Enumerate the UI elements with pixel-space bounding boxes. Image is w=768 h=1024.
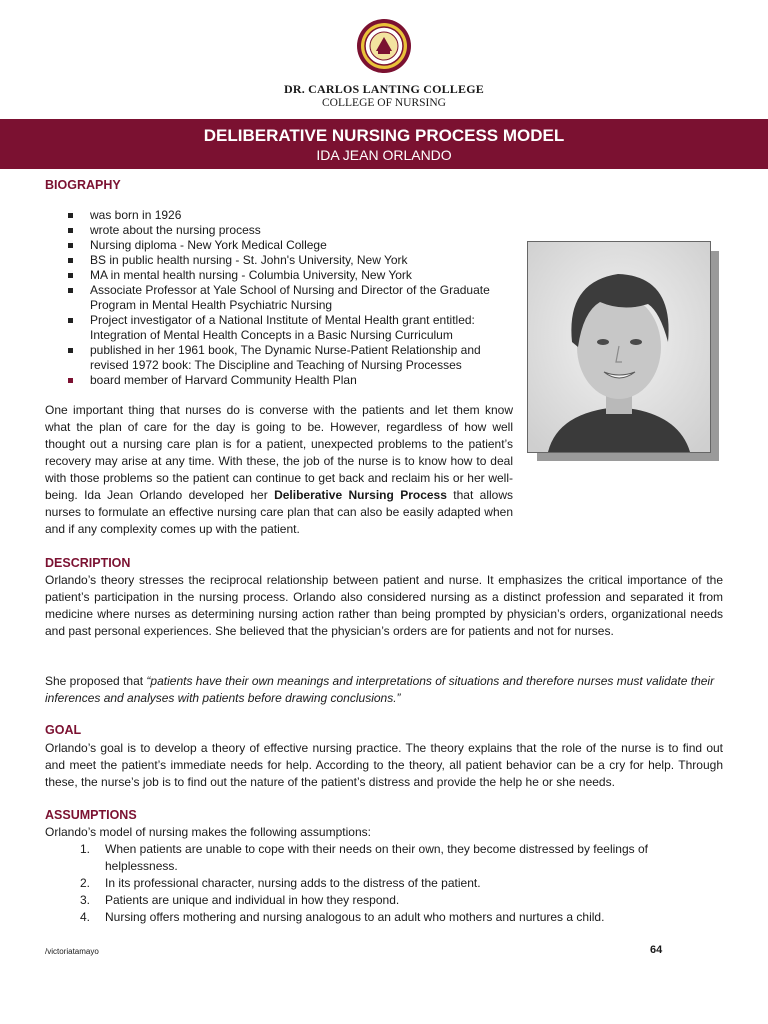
page-number: 64 (650, 944, 663, 956)
list-item: Project investigator of a National Institute of Mental Health grant entitled: Integration of Mental Health Concepts in a Basic Nursing Curriculum (66, 313, 511, 343)
portrait-photo (527, 241, 711, 453)
footer-author: /victoriatamayo (45, 947, 99, 956)
assumptions-intro: Orlando’s model of nursing makes the following assumptions: (45, 825, 371, 839)
description-paragraph: Orlando’s theory stresses the reciprocal relationship between patient and nurse. It emphasizes the critical importance of the patient’s participation in the nursing process. Orlando also considered nursing as a distinct profession and separated it from medicine where nurses as determining nursing action rather than being prompted by physician’s orders, organizational needs and past personal experiences. She believed that the physician’s orders are for patients and not for nurses. (45, 573, 723, 638)
list-item: 3. Patients are unique and individual in how they respond. (80, 893, 400, 907)
list-item: Nursing diploma - New York Medical College (66, 238, 511, 253)
biography-heading: BIOGRAPHY (45, 178, 121, 192)
college-seal-logo (356, 18, 412, 74)
title-banner (0, 119, 768, 169)
document-subtitle: IDA JEAN ORLANDO (316, 147, 452, 163)
list-item: Associate Professor at Yale School of Nursing and Director of the Graduate Program in Mental Health Psychiatric Nursing (66, 283, 511, 313)
list-item: published in her 1961 book, The Dynamic Nurse-Patient Relationship and revised 1972 book: The Discipline and Teaching of Nursing Processes (66, 343, 511, 373)
list-item: 4. Nursing offers mothering and nursing analogous to an adult who mothers and nurtures a child. (80, 910, 605, 924)
description-heading: DESCRIPTION (45, 556, 131, 570)
college-department: COLLEGE OF NURSING (322, 97, 446, 109)
goal-heading: GOAL (45, 723, 82, 737)
list-item: 2. In its professional character, nursing adds to the distress of the patient. (80, 876, 481, 890)
list-item: 1. When patients are unable to cope with their needs on their own, they become distressed by feelings of helplessness. (80, 842, 648, 873)
list-item: MA in mental health nursing - Columbia University, New York (66, 268, 511, 283)
biography-list (66, 208, 511, 388)
document-title: DELIBERATIVE NURSING PROCESS MODEL (203, 126, 565, 145)
list-item: BS in public health nursing - St. John's University, New York (66, 253, 511, 268)
assumptions-heading: ASSUMPTIONS (45, 808, 137, 822)
goal-paragraph: Orlando’s goal is to develop a theory of effective nursing practice. The theory explains that the role of the nurse is to find out and meet the patient’s immediate needs for help. According to the theory, all patient behavior can be a cry for help. Through these, the nurse’s job is to find out the nature of the patient’s distress and provide the help he or she needs. (45, 741, 723, 789)
list-item: wrote about the nursing process (66, 223, 511, 238)
description-quote: She proposed that “patients have their own meanings and interpretations of situations and therefore nurses must validate their inferences and analyses with patients before drawing conclusions.” (45, 674, 715, 705)
college-name: DR. CARLOS LANTING COLLEGE (284, 82, 484, 96)
assumptions-list (80, 841, 720, 926)
list-item: was born in 1926 (66, 208, 511, 223)
list-item: board member of Harvard Community Health Plan (66, 373, 511, 388)
biography-paragraph: One important thing that nurses do is converse with the patients and let them know what the plan of care for the day is going to be. However, regardless of how well thought out a nursing care plan is for a patient, unexpected problems to the patient’s recovery may arise at any time. With these, the job of the nurse is to know how to deal with those problems so the patient can continue to get back and reclaim his or her well-being. Ida Jean Orlando developed her Deliberative Nursing Process that allows nurses to formulate an effective nursing care plan that can also be easily adapted when and if any complexity comes up with the patient. (45, 403, 514, 536)
